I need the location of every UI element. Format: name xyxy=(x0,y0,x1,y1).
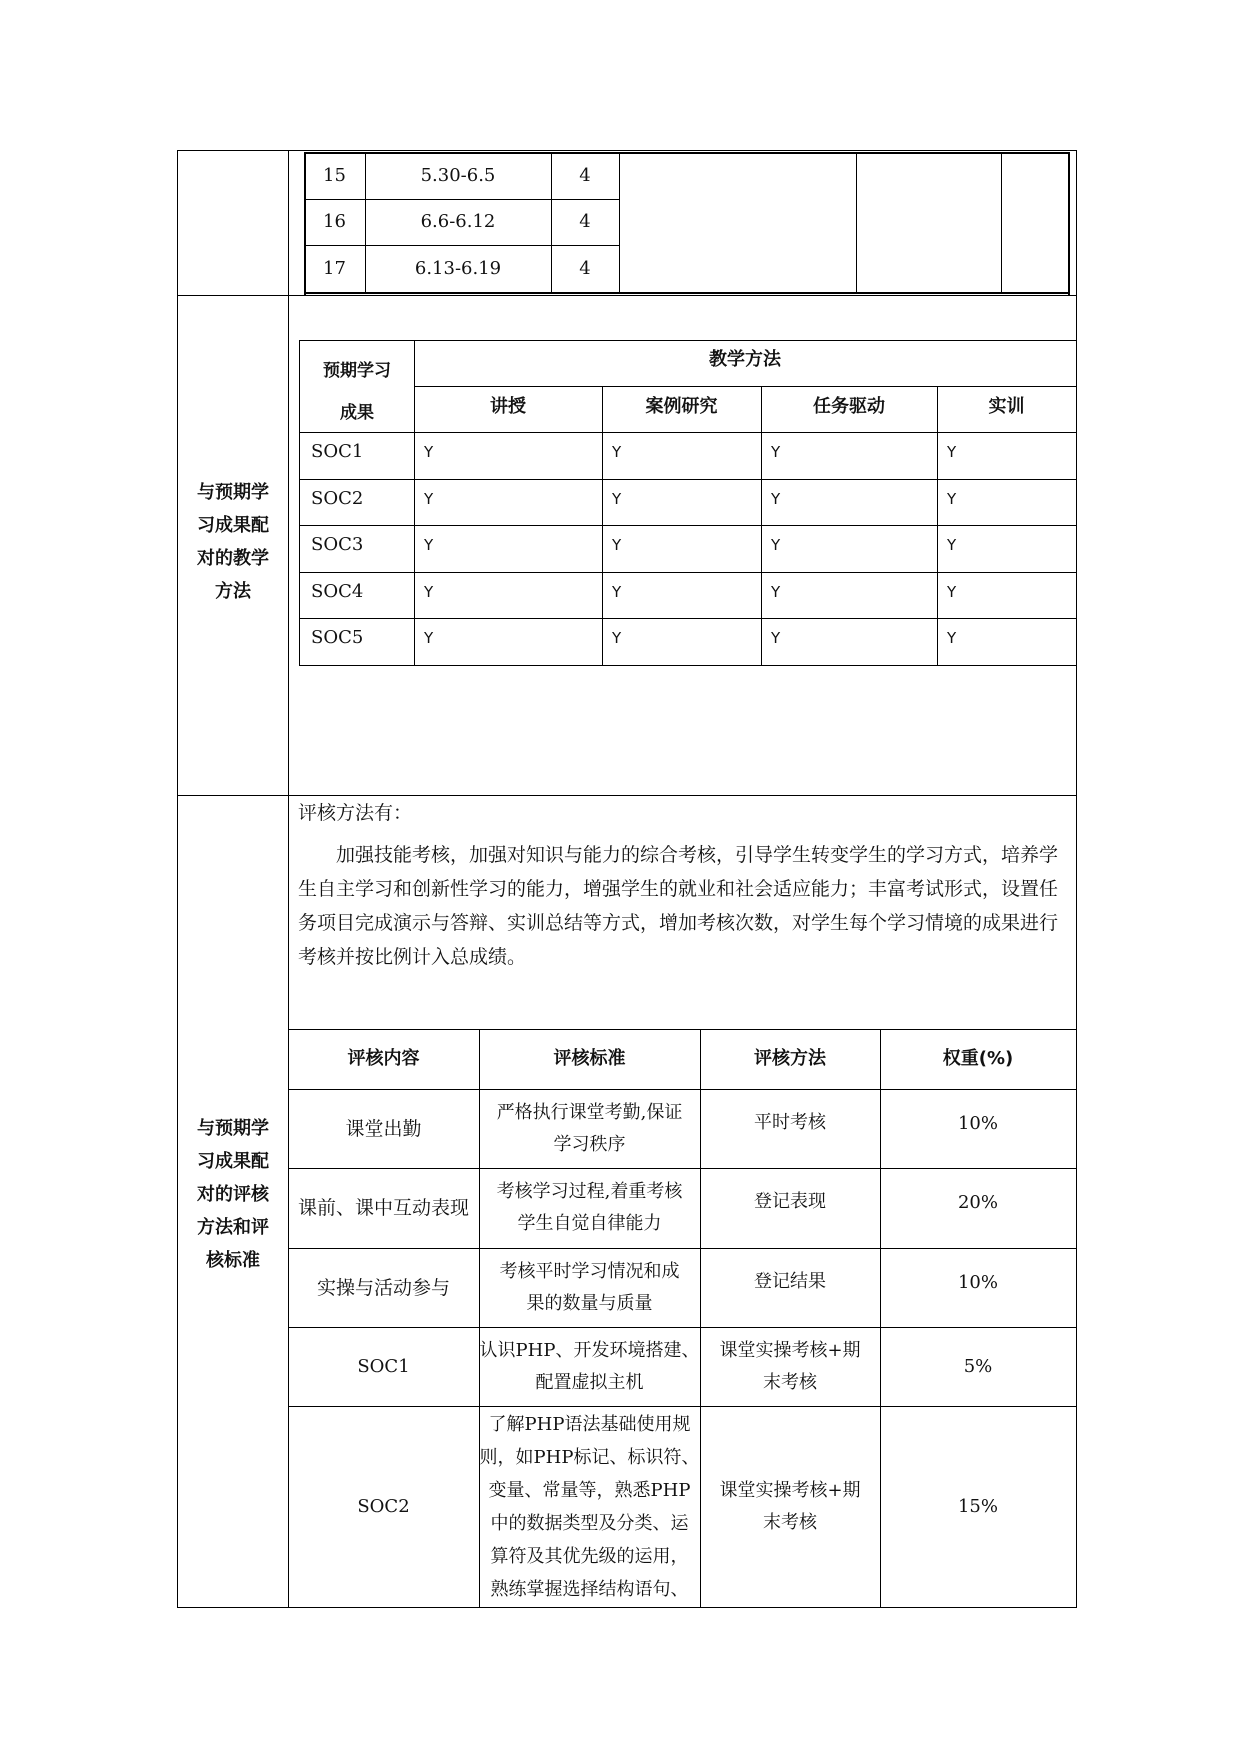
assessment-standard: 了解PHP语法基础使用规 则，如PHP标记、标识符、 变量、常量等，熟悉PHP 中的数据类型及分类、运 算符及其优先级的运用， 熟练掌握选择结构语句、 xyxy=(479,1414,700,1600)
method-mark: Y xyxy=(612,443,622,461)
outer-right-border xyxy=(1076,150,1077,1607)
date-range: 6.6-6.12 xyxy=(420,211,496,232)
method-mark: Y xyxy=(947,490,957,508)
outer-left-border xyxy=(177,150,178,1607)
hours: 4 xyxy=(579,211,591,232)
method-header-lecture: 讲授 xyxy=(490,396,526,417)
method-mark: Y xyxy=(424,490,434,508)
assessment-content: 课前、课中互动表现 xyxy=(297,1197,469,1219)
method-mark: Y xyxy=(947,583,957,601)
assessment-method: 课堂实操考核+期 末考核 xyxy=(719,1339,861,1393)
week-number: 16 xyxy=(323,211,346,232)
outcome-code: SOC4 xyxy=(311,581,364,602)
method-mark: Y xyxy=(424,583,434,601)
outcome-column-header: 预期学习 成果 xyxy=(323,361,391,423)
hours: 4 xyxy=(579,257,591,279)
assessment-intro: 评核方法有： xyxy=(298,802,413,824)
method-mark: Y xyxy=(612,583,622,601)
method-mark: Y xyxy=(947,629,957,647)
header-assessment-content: 评核内容 xyxy=(347,1048,420,1069)
hours: 4 xyxy=(579,164,591,186)
method-header-practical-training: 实训 xyxy=(988,396,1025,417)
weight: 10% xyxy=(957,1112,998,1134)
teaching-methods-header: 教学方法 xyxy=(709,349,781,370)
section-divider-1 xyxy=(177,295,1077,296)
date-range: 5.30-6.5 xyxy=(420,164,496,186)
header-assessment-standard: 评核标准 xyxy=(553,1048,626,1069)
assessment-method: 课堂实操考核+期 末考核 xyxy=(719,1479,861,1533)
assessment-content: SOC2 xyxy=(357,1495,410,1517)
outer-bottom-border xyxy=(177,1607,1077,1608)
method-mark: Y xyxy=(612,536,622,554)
assessment-standard: 考核学习过程,着重考核 学生自觉自律能力 xyxy=(496,1181,683,1234)
method-mark: Y xyxy=(424,536,434,554)
header-weight: 权重(%) xyxy=(942,1048,1014,1069)
date-range: 6.13-6.19 xyxy=(414,257,502,279)
method-mark: Y xyxy=(612,629,622,647)
method-mark: Y xyxy=(424,629,434,647)
weight: 20% xyxy=(957,1192,998,1213)
method-mark: Y xyxy=(771,536,781,554)
header-assessment-method: 评核方法 xyxy=(754,1048,826,1069)
weight: 10% xyxy=(957,1271,998,1293)
outcome-code: SOC5 xyxy=(311,627,364,648)
assessment-standard: 严格执行课堂考勤,保证 学习秩序 xyxy=(496,1101,683,1155)
assessment-description: 加强技能考核，加强对知识与能力的综合考核，引导学生转变学生的学习方式，培养学 生自主学习和创新性学习的能力，增强学生的就业和社会适应能力；丰富考试形式，设置任 务项目完成演示与答辩、实训总结等方式，增加考核次数，对学生每个学习情境的成果进行 考核并按比例计入总成绩。 xyxy=(298,844,1059,968)
assessment-content: 课堂出勤 xyxy=(345,1117,422,1140)
assessment-standard: 认识PHP、开发环境搭建、 配置虚拟主机 xyxy=(479,1339,700,1393)
assessment-method: 平时考核 xyxy=(754,1111,826,1133)
assessment-method: 登记表现 xyxy=(754,1191,826,1212)
assessment-method: 登记结果 xyxy=(754,1270,826,1292)
method-mark: Y xyxy=(771,490,781,508)
teaching-section-label: 与预期学 习成果配 对的教学 方法 xyxy=(197,482,269,602)
method-mark: Y xyxy=(612,490,622,508)
method-mark: Y xyxy=(947,536,957,554)
outcome-code: SOC2 xyxy=(311,488,364,509)
method-mark: Y xyxy=(771,583,781,601)
method-header-case-study: 案例研究 xyxy=(645,396,718,417)
week-number: 17 xyxy=(323,257,346,279)
assessment-section-label: 与预期学 习成果配 对的评核 方法和评 核标准 xyxy=(197,1118,269,1271)
outcome-code: SOC3 xyxy=(311,534,364,555)
method-mark: Y xyxy=(771,443,781,461)
weight: 5% xyxy=(963,1355,993,1377)
assessment-content: 实操与活动参与 xyxy=(316,1276,450,1299)
outer-top-border xyxy=(177,150,1077,151)
week-number: 15 xyxy=(323,164,346,186)
method-mark: Y xyxy=(424,443,434,461)
method-mark: Y xyxy=(947,443,957,461)
assessment-content: SOC1 xyxy=(357,1355,410,1377)
method-mark: Y xyxy=(771,629,781,647)
weight: 15% xyxy=(957,1495,998,1517)
method-header-task-driven: 任务驱动 xyxy=(813,396,885,417)
assessment-standard: 考核平时学习情况和成 果的数量与质量 xyxy=(499,1260,680,1314)
outcome-code: SOC1 xyxy=(311,441,364,462)
